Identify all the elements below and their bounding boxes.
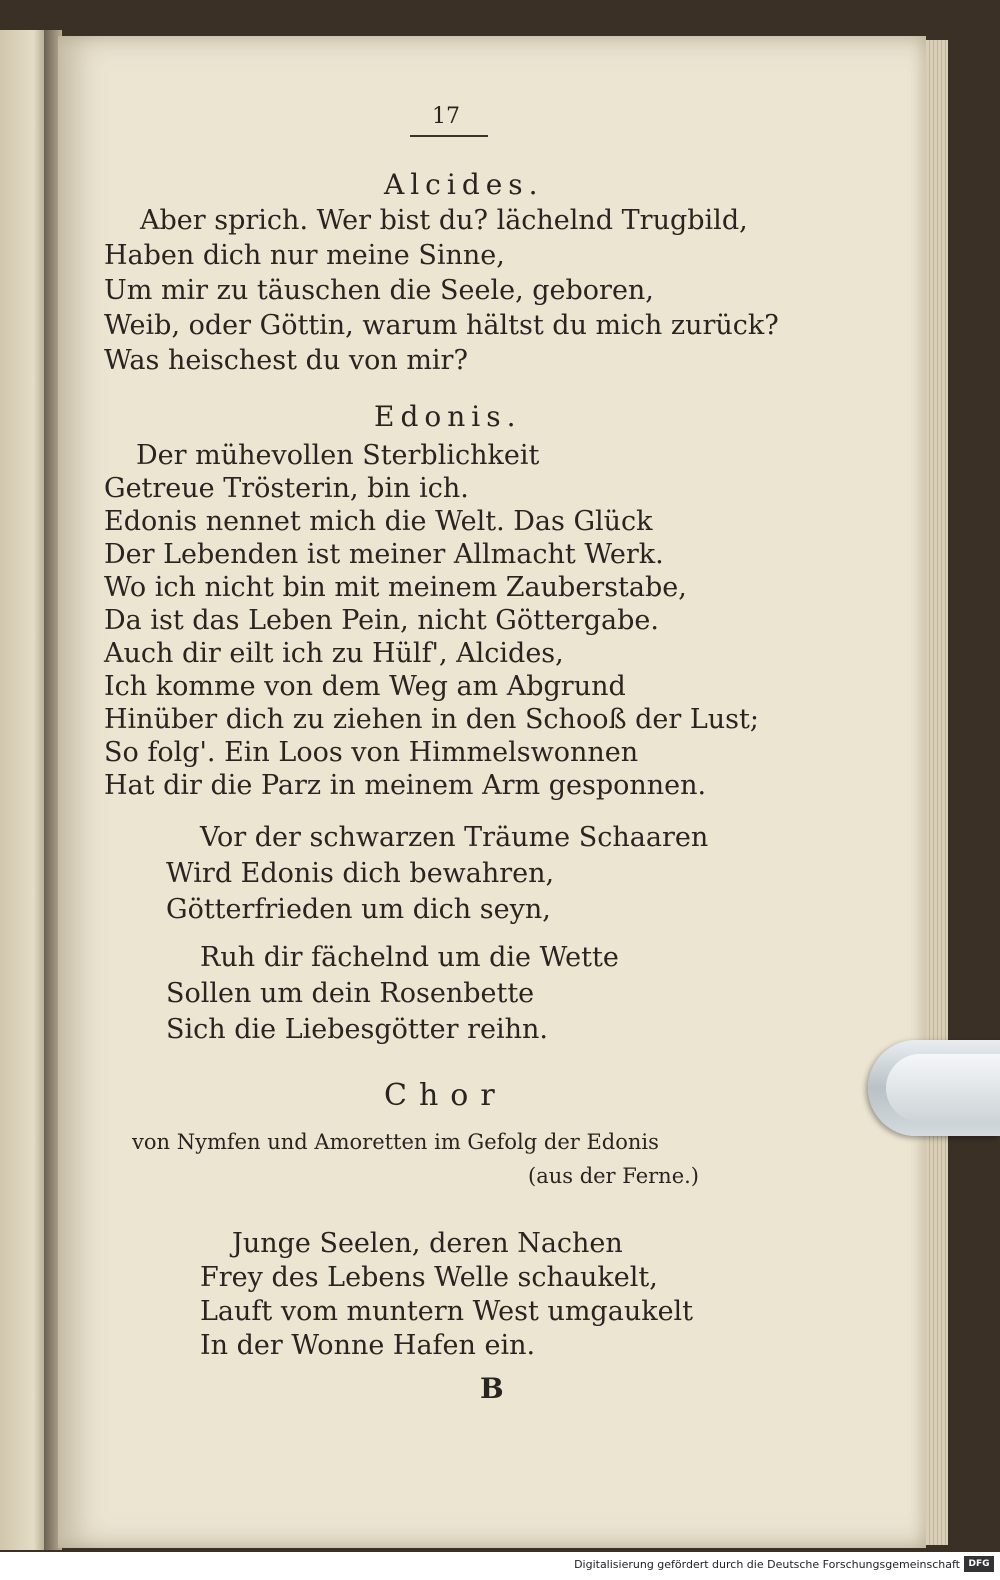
verse-line: Wo ich nicht bin mit meinem Zauberstabe, [104, 572, 687, 603]
stanza-line: Vor der schwarzen Träume Schaaren [200, 822, 709, 853]
verse-line: Der Lebenden ist meiner Allmacht Werk. [104, 539, 664, 570]
stanza-line: Götterfrieden um dich seyn, [166, 894, 551, 925]
speaker-edonis: Edonis. [374, 400, 522, 433]
verse-line: Um mir zu täuschen die Seele, geboren, [104, 275, 654, 306]
verse-line: Was heischest du von mir? [104, 345, 468, 376]
verse-line: Haben dich nur meine Sinne, [104, 240, 505, 271]
verse-line: So folg'. Ein Loos von Himmelswonnen [104, 737, 639, 768]
stanza-line: Sollen um dein Rosenbette [166, 978, 535, 1009]
dfg-logo: DFG [964, 1556, 994, 1572]
facing-page-edge [0, 30, 48, 1550]
verse-line: Hinüber dich zu ziehen in den Schooß der Lust; [104, 704, 759, 735]
speaker-chor: Chor [384, 1078, 507, 1113]
verse-line: Da ist das Leben Pein, nicht Göttergabe. [104, 605, 659, 636]
page-clip-highlight [886, 1054, 1000, 1122]
verse-line: Der mühevollen Sterblichkeit [136, 440, 540, 471]
stanza-line: Ruh dir fächelnd um die Wette [200, 942, 619, 973]
stanza-line: Wird Edonis dich bewahren, [166, 858, 555, 889]
verse-line: Junge Seelen, deren Nachen [232, 1228, 623, 1259]
page-number: 17 [432, 104, 460, 129]
verse-line: Weib, oder Göttin, warum hältst du mich zurück? [104, 310, 779, 341]
verse-line: Ich komme von dem Weg am Abgrund [104, 671, 626, 702]
verse-line: Frey des Lebens Welle schaukelt, [200, 1262, 658, 1293]
page-stack-edges [926, 40, 948, 1545]
verse-line: Aber sprich. Wer bist du? lächelnd Trugbild, [140, 205, 748, 236]
digitization-credit: Digitalisierung gefördert durch die Deutsche Forschungsgemeinschaft [574, 1558, 960, 1571]
stage-direction: (aus der Ferne.) [528, 1164, 699, 1188]
verse-line: Hat dir die Parz in meinem Arm gesponnen. [104, 770, 707, 801]
page-number-rule [410, 135, 488, 137]
speaker-alcides: Alcides. [384, 168, 544, 201]
verse-line: Lauft vom muntern West umgaukelt [200, 1296, 694, 1327]
stanza-line: Sich die Liebesgötter reihn. [166, 1014, 548, 1045]
verse-line: Getreue Trösterin, bin ich. [104, 473, 469, 504]
verse-line: In der Wonne Hafen ein. [200, 1330, 536, 1361]
catchword: B [480, 1372, 504, 1405]
verse-line: Auch dir eilt ich zu Hülf', Alcides, [104, 638, 564, 669]
verse-line: Edonis nennet mich die Welt. Das Glück [104, 506, 653, 537]
chorus-subtitle: von Nymfen und Amoretten im Gefolg der Edonis [132, 1130, 659, 1154]
